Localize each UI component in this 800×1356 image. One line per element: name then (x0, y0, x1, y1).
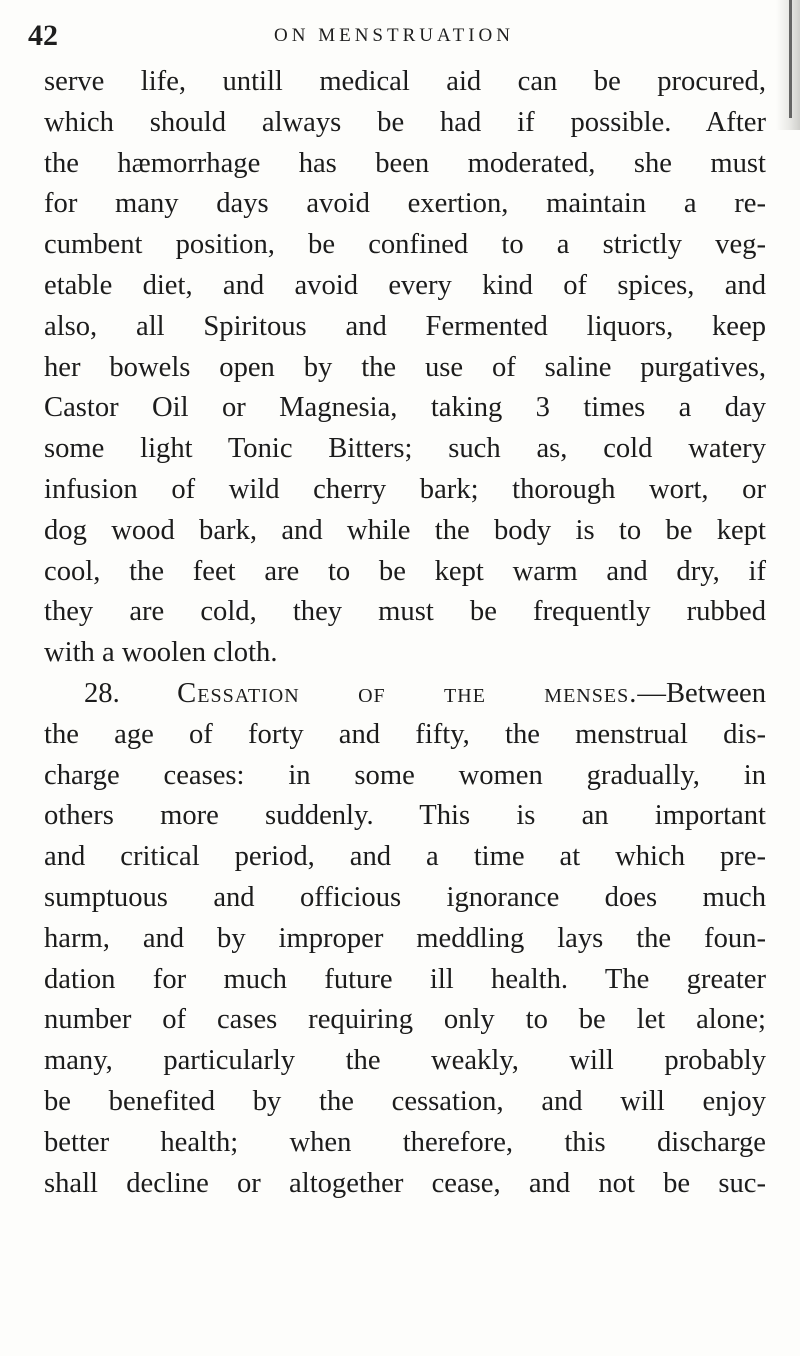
text-line: better health; when therefore, this discharge (44, 1126, 766, 1158)
text-line: the hæmorrhage has been moderated, she must (44, 147, 766, 179)
section-heading: Cessation of the menses. (177, 677, 638, 709)
text-line: be benefited by the cessation, and will enjoy (44, 1085, 766, 1117)
page-number: 42 (28, 19, 58, 52)
text-line: they are cold, they must be frequently rubbed (44, 596, 766, 628)
page-gutter-shadow (776, 0, 800, 130)
text-line: others more suddenly. This is an important (44, 800, 766, 832)
text-line: cool, the feet are to be kept warm and dry, if (44, 555, 766, 587)
text-line: serve life, untill medical aid can be procured, (44, 66, 766, 97)
text-line: etable diet, and avoid every kind of spices, and (44, 269, 766, 301)
section-first-words: Between (665, 677, 767, 709)
text-line: infusion of wild cherry bark; thorough wort, or (44, 473, 766, 505)
text-line: shall decline or altogether cease, and not be suc- (44, 1167, 766, 1199)
section-28 (44, 674, 766, 1204)
text-line: also, all Spiritous and Fermented liquors, keep (44, 310, 766, 342)
text-line: Castor Oil or Magnesia, taking 3 times a day (44, 392, 766, 424)
text-line: number of cases requiring only to be let alone; (44, 1004, 766, 1036)
paragraph-continued (44, 62, 766, 674)
text-line: her bowels open by the use of saline purgatives, (44, 351, 766, 383)
text-line: with a woolen cloth. (44, 637, 278, 669)
text-line: charge ceases: in some women gradually, in (44, 759, 766, 791)
text-line: cumbent position, be confined to a strictly veg- (44, 229, 766, 261)
section-number: 28. (84, 677, 120, 709)
em-dash: — (637, 677, 666, 709)
section-heading-line (44, 674, 766, 715)
text-line: dation for much future ill health. The greater (44, 963, 766, 995)
text-line: which should always be had if possible. After (44, 106, 766, 138)
text-line: many, particularly the weakly, will probably (44, 1045, 766, 1077)
text-line: for many days avoid exertion, maintain a re- (44, 188, 766, 220)
body-text (44, 62, 766, 1204)
text-line: the age of forty and fifty, the menstrual dis- (44, 718, 766, 750)
running-head: ON MENSTRUATION (274, 25, 514, 46)
text-line: sumptuous and officious ignorance does much (44, 881, 766, 913)
text-line: and critical period, and a time at which pre- (44, 841, 766, 873)
page-header (28, 16, 760, 56)
page-edge-line (789, 0, 792, 118)
text-line: harm, and by improper meddling lays the foun- (44, 922, 766, 954)
text-line: dog wood bark, and while the body is to be kept (44, 514, 766, 546)
text-line: some light Tonic Bitters; such as, cold watery (44, 433, 766, 465)
